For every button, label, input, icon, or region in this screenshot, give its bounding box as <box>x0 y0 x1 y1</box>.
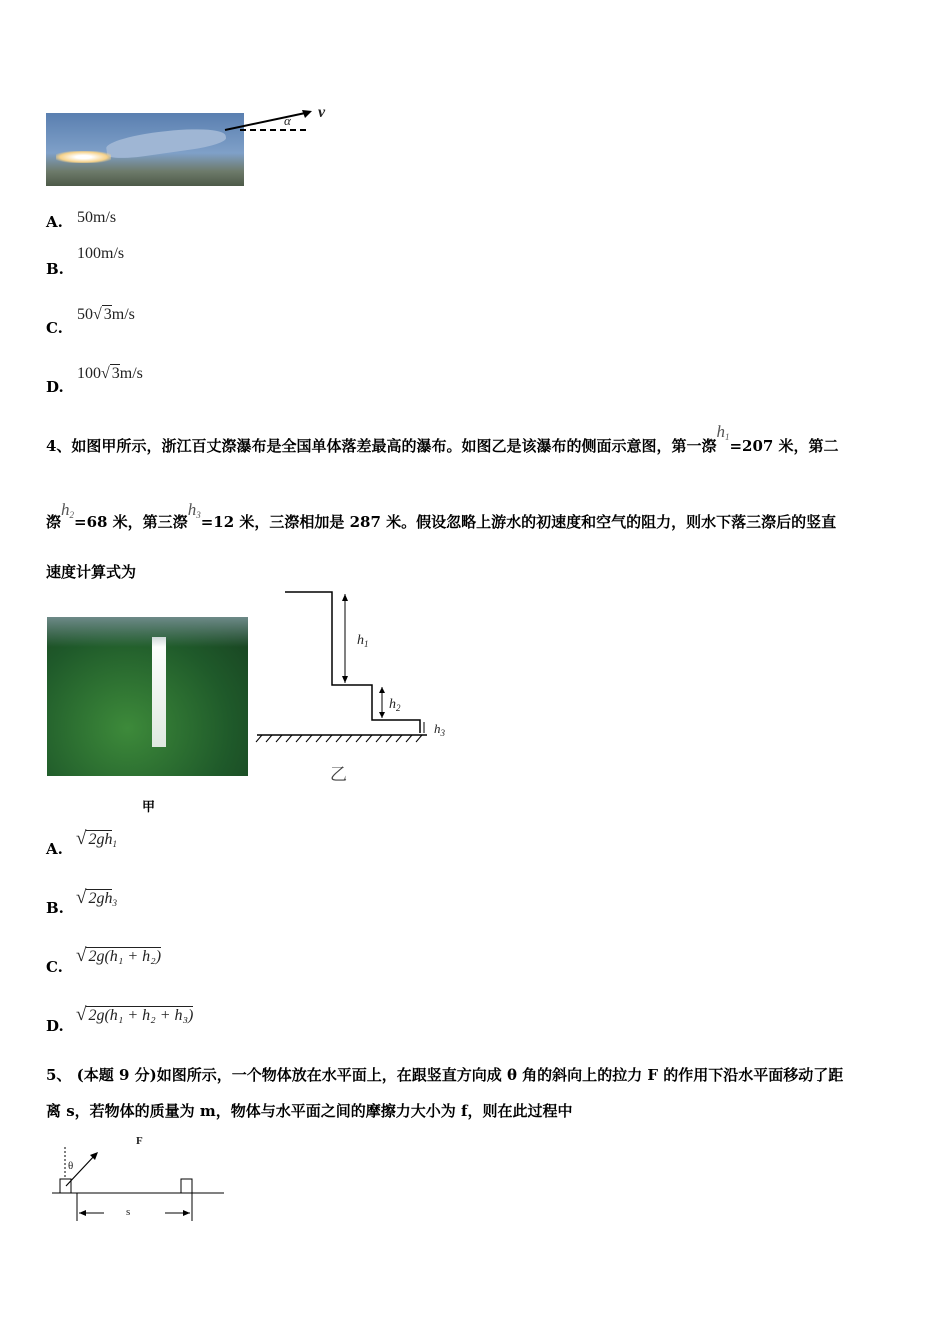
angle-alpha-label: α <box>284 113 291 128</box>
q3-option-b-letter: B. <box>46 260 64 278</box>
theta-label: θ <box>68 1160 74 1172</box>
waterfall-side-diagram <box>252 585 462 785</box>
q3-option-d-value: 100√ 3m/s <box>77 365 143 382</box>
velocity-label: v <box>318 104 326 121</box>
q3-option-b-value: 100m/s <box>77 245 125 262</box>
force-label: F <box>136 1135 143 1147</box>
q3-option-c-value: 50√ 3m/s <box>77 306 135 323</box>
q4-option-d-expr: √ 2g(h₁ + h₂ + h₃) <box>76 1004 194 1025</box>
exhaust-flame <box>56 151 111 163</box>
q4-line-1: 4、如图甲所示，浙江百丈漈瀑布是全国单体落差最高的瀑布。如图乙是该瀑布的侧面示意图，第一漈$h_1=207$ 米，第二 <box>46 422 839 455</box>
velocity-vector-diagram <box>180 100 340 140</box>
q5-line-2: 离 s，若物体的质量为 m，物体与水平面之间的摩擦力大小为 f，则在此过程中 <box>46 1102 573 1120</box>
q3-option-a-value: 50m/s <box>77 209 117 226</box>
q3-option-d-letter: D. <box>46 378 64 396</box>
q4-option-a-letter: A. <box>46 840 63 858</box>
h2-label: $h_2$ <box>389 697 401 713</box>
q5-line-1: 5、 (本题 9 分)如图所示，一个物体放在水平面上，在跟竖直方向成 θ 角的斜向上的拉力 F 的作用下沿水平面移动了距 <box>46 1066 844 1084</box>
waterfall-photo <box>47 617 248 776</box>
q4-line-3: 速度计算式为 <box>46 563 137 581</box>
waterfall-stream <box>152 637 166 747</box>
q4-option-c-expr: √ 2g(h₁ + h₂) <box>76 945 162 966</box>
h1-label: $h_1$ <box>357 633 369 649</box>
q4-option-b-expr: √ $2gh_3$ <box>76 887 117 908</box>
force-distance-diagram <box>48 1135 228 1230</box>
q3-option-a-letter: A. <box>46 213 63 231</box>
q4-option-c-letter: C. <box>46 958 63 976</box>
distance-label: s <box>126 1206 131 1218</box>
q3-option-c-letter: C. <box>46 319 63 337</box>
q4-option-d-letter: D. <box>46 1017 64 1035</box>
q4-line-2: 漈$h_2=68$ 米，第三漈$h_3=12$ 米，三漈相加是 287 米。假设忽略上游水的初速度和空气的阻力，则水下落三漈后的竖直 <box>46 500 837 531</box>
photo-caption: 甲 <box>142 800 156 815</box>
q4-option-b-letter: B. <box>46 899 64 917</box>
h3-label: $h_3$ <box>434 721 445 738</box>
sky <box>47 617 248 647</box>
q4-option-a-expr: √ $2gh_1$ <box>76 828 117 849</box>
diagram-caption: 乙 <box>330 765 347 785</box>
